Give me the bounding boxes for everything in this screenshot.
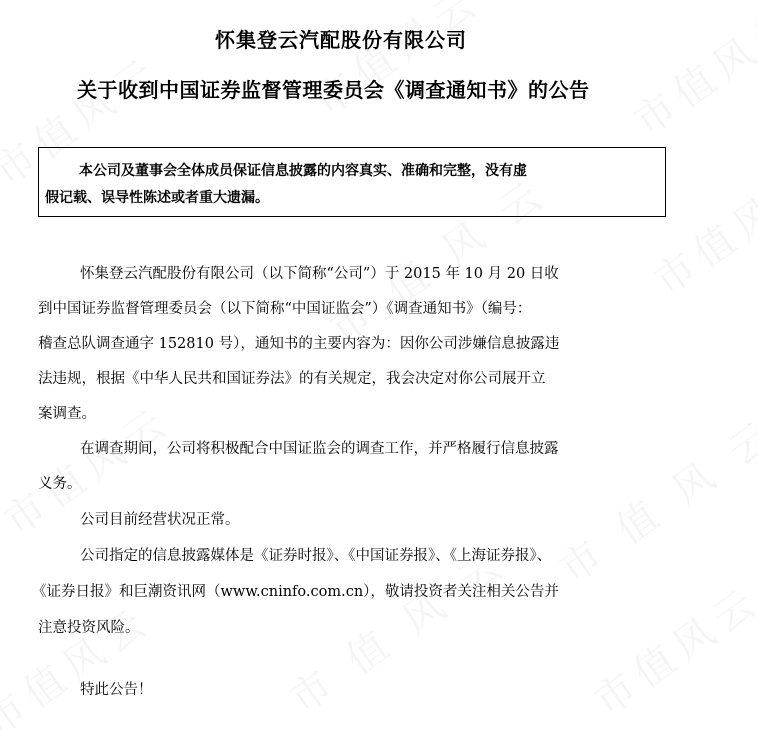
announcement-title: 关于收到中国证券监督管理委员会《调查通知书》的公告 — [77, 78, 590, 102]
paragraph-2-line: 义务。 — [38, 476, 82, 492]
paragraph-4-line: 注意投资风险。 — [38, 620, 140, 636]
watermark — [301, 0, 491, 127]
closing-statement: 特此公告！ — [80, 682, 153, 698]
paragraph-1-line: 法违规，根据《中华人民共和国证券法》的有关规定，我会决定对你公司展开立 — [38, 371, 546, 387]
watermark — [547, 402, 758, 594]
paragraph-1-line: 到中国证券监督管理委员会（以下简称“中国证监会”）《调查通知书》（编号： — [38, 301, 532, 317]
paragraph-4-line: 《证券日报》和巨潮资讯网（www.cninfo.com.cn），敬请投资者关注相关公告并 — [32, 584, 559, 600]
paragraph-1-line: 案调查。 — [38, 406, 96, 422]
paragraph-1-line: 稽查总队调查通字 152810 号），通知书的主要内容为：因你公司涉嫌信息披露违 — [38, 336, 560, 352]
company-title: 怀集登云汽配股份有限公司 — [215, 28, 467, 52]
notice-statement-line: 本公司及董事会全体成员保证信息披露的内容真实、准确和完整，没有虚 — [79, 163, 527, 179]
notice-statement-line: 假记载、误导性陈述或者重大遗漏。 — [45, 190, 269, 206]
notice-statement-box — [38, 147, 666, 217]
paragraph-2-line: 在调查期间，公司将积极配合中国证监会的调查工作，并严格履行信息披露 — [80, 441, 559, 457]
paragraph-3-line: 公司目前经营状况正常。 — [80, 512, 240, 528]
watermark — [621, 0, 758, 147]
watermark — [0, 590, 161, 747]
paragraph-1-line: 怀集登云汽配股份有限公司（以下简称“公司”）于 2015 年 10 月 20 日收 — [80, 266, 559, 282]
paragraph-4-line: 公司指定的信息披露媒体是《证券时报》、《中国证券报》、《上海证券报》、 — [80, 548, 552, 564]
watermark — [581, 570, 758, 727]
